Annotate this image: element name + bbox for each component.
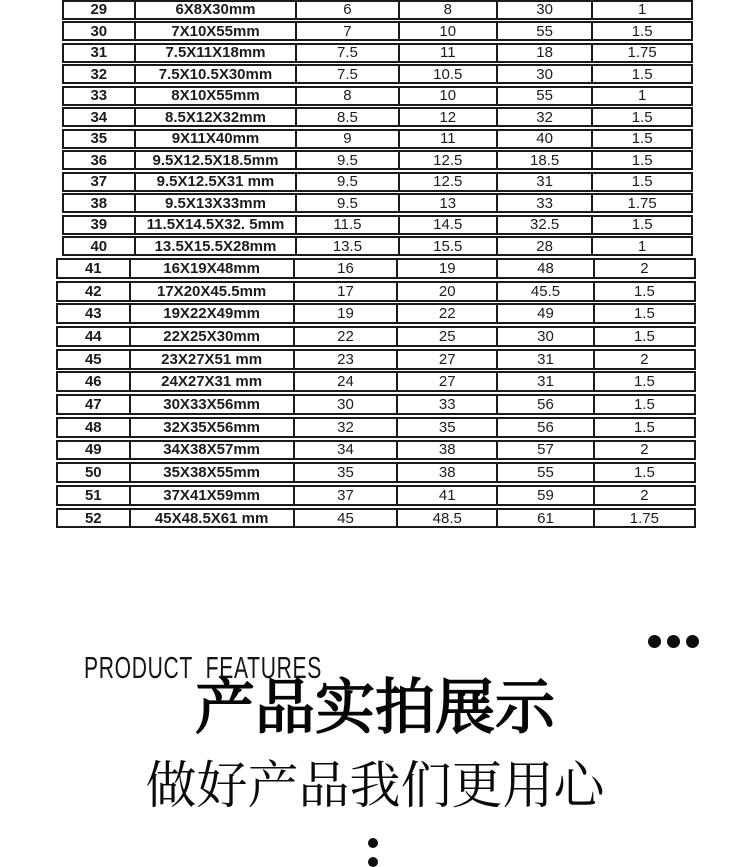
spec-table-row	[56, 440, 696, 461]
dim3-value-cell: 55	[496, 23, 591, 39]
thickness-value-cell: 1.5	[591, 217, 691, 233]
spec-table-row	[56, 462, 696, 483]
dim2-value-cell: 10	[398, 23, 496, 39]
dim1-value-cell: 9	[295, 131, 397, 147]
row-number-cell: 48	[84, 418, 102, 436]
thickness-value-cell: 1	[591, 88, 691, 104]
dim1-value-cell: 11.5	[295, 217, 397, 233]
row-number-cell: 38	[90, 195, 108, 212]
dim2-value-cell: 20	[396, 283, 496, 300]
dim2-value-cell: 25	[396, 328, 496, 345]
vertical-ellipsis-icon	[368, 838, 378, 867]
dim3-value-cell: 45.5	[496, 283, 593, 300]
spec-table-row	[62, 21, 693, 41]
dim2-value-cell: 27	[396, 373, 496, 390]
row-number-cell: 34	[90, 109, 108, 126]
thickness-value-cell: 1	[591, 2, 691, 18]
row-number-cell: 40	[90, 238, 108, 255]
thickness-value-cell: 1.5	[591, 174, 691, 190]
dim1-value-cell: 9.5	[295, 152, 397, 168]
dim2-value-cell: 22	[396, 305, 496, 322]
row-number-cell: 36	[90, 152, 108, 169]
dim2-value-cell: 33	[396, 396, 496, 413]
dim2-value-cell: 10.5	[398, 66, 496, 82]
thickness-value-cell: 1.75	[593, 510, 694, 527]
size-spec-cell: 7.5X11X18mm	[134, 45, 296, 61]
row-number-cell: 44	[84, 328, 102, 345]
dim2-value-cell: 8	[398, 2, 496, 18]
dim3-value-cell: 30	[496, 66, 591, 82]
size-spec-cell: 9.5X13X33mm	[134, 195, 296, 211]
dim3-value-cell: 61	[496, 510, 593, 527]
spec-table-row	[56, 417, 696, 438]
size-spec-cell: 8X10X55mm	[134, 88, 296, 104]
dim1-value-cell: 19	[293, 305, 397, 322]
spec-table-row	[56, 326, 696, 347]
dim2-value-cell: 48.5	[396, 510, 496, 527]
thickness-value-cell: 1.5	[591, 152, 691, 168]
spec-table-row	[62, 64, 693, 84]
dim3-value-cell: 28	[496, 238, 591, 254]
size-spec-cell: 9X11X40mm	[134, 131, 296, 147]
row-number-cell: 41	[84, 260, 102, 277]
spec-table-row	[62, 86, 693, 106]
size-spec-cell: 19X22X49mm	[129, 305, 293, 322]
row-number-cell: 31	[90, 44, 108, 61]
dim3-value-cell: 18.5	[496, 152, 591, 168]
spec-table-row	[56, 485, 696, 506]
size-spec-cell: 13.5X15.5X28mm	[134, 238, 296, 254]
size-spec-cell: 7.5X10.5X30mm	[134, 66, 296, 82]
size-spec-cell: 32X35X56mm	[129, 419, 293, 436]
row-number-cell: 46	[84, 373, 102, 391]
spec-table-lower	[56, 258, 696, 530]
thickness-value-cell: 1.5	[591, 66, 691, 82]
dim2-value-cell: 15.5	[398, 238, 496, 254]
dim2-value-cell: 13	[398, 195, 496, 211]
size-spec-cell: 16X19X48mm	[129, 260, 293, 277]
row-number-cell: 43	[84, 305, 102, 323]
dim2-value-cell: 11	[398, 131, 496, 147]
thickness-value-cell: 1.5	[591, 131, 691, 147]
spec-table-row	[62, 129, 693, 149]
dot-icon	[368, 838, 378, 848]
spec-table-row	[62, 43, 693, 63]
dim3-value-cell: 32	[496, 109, 591, 125]
dim1-value-cell: 22	[293, 328, 397, 345]
size-spec-cell: 23X27X51 mm	[129, 351, 293, 368]
dim2-value-cell: 27	[396, 351, 496, 368]
dim1-value-cell: 13.5	[295, 238, 397, 254]
dim3-value-cell: 56	[496, 419, 593, 436]
spec-table-row	[56, 394, 696, 415]
spec-table-upper	[62, 0, 693, 258]
dim1-value-cell: 7	[295, 23, 397, 39]
dim2-value-cell: 12.5	[398, 152, 496, 168]
dim1-value-cell: 23	[293, 351, 397, 368]
spec-table-row	[62, 107, 693, 127]
dim1-value-cell: 6	[295, 2, 397, 18]
size-spec-cell: 34X38X57mm	[129, 442, 293, 459]
dim2-value-cell: 12.5	[398, 174, 496, 190]
dim1-value-cell: 7.5	[295, 66, 397, 82]
thickness-value-cell: 2	[593, 260, 694, 277]
product-features-text: PRODUCT FEATURES	[84, 650, 323, 685]
thickness-value-cell: 1.5	[593, 396, 694, 413]
thickness-value-cell: 1.75	[591, 45, 691, 61]
spec-table-row	[56, 303, 696, 324]
thickness-value-cell: 1.5	[593, 373, 694, 390]
dim1-value-cell: 32	[293, 419, 397, 436]
thickness-value-cell: 1.5	[593, 305, 694, 322]
dim1-value-cell: 45	[293, 510, 397, 527]
size-spec-cell: 24X27X31 mm	[129, 373, 293, 390]
size-spec-cell: 37X41X59mm	[129, 487, 293, 504]
dim2-value-cell: 12	[398, 109, 496, 125]
dim3-value-cell: 49	[496, 305, 593, 322]
dim2-value-cell: 14.5	[398, 217, 496, 233]
spec-table-row	[62, 0, 693, 20]
dim3-value-cell: 30	[496, 2, 591, 18]
row-number-cell: 42	[84, 282, 102, 300]
size-spec-cell: 7X10X55mm	[134, 23, 296, 39]
dim3-value-cell: 31	[496, 351, 593, 368]
dim3-value-cell: 18	[496, 45, 591, 61]
section-subtitle: 做好产品我们更用心	[145, 757, 605, 814]
spec-table-row	[62, 215, 693, 235]
dim1-value-cell: 8.5	[295, 109, 397, 125]
dim3-value-cell: 48	[496, 260, 593, 277]
dim3-value-cell: 55	[496, 88, 591, 104]
dim3-value-cell: 55	[496, 464, 593, 481]
row-number-cell: 37	[90, 173, 108, 190]
dim3-value-cell: 31	[496, 373, 593, 390]
dot-icon	[686, 635, 699, 648]
row-number-cell: 30	[90, 23, 108, 40]
spec-table-row	[56, 508, 696, 529]
size-spec-cell: 9.5X12.5X18.5mm	[134, 152, 296, 168]
size-spec-cell: 11.5X14.5X32. 5mm	[134, 217, 296, 233]
dim1-value-cell: 24	[293, 373, 397, 390]
size-spec-cell: 9.5X12.5X31 mm	[134, 174, 296, 190]
dim1-value-cell: 35	[293, 464, 397, 481]
dim3-value-cell: 31	[496, 174, 591, 190]
size-spec-cell: 45X48.5X61 mm	[129, 510, 293, 527]
row-number-cell: 39	[90, 216, 108, 233]
dim2-value-cell: 38	[396, 464, 496, 481]
dim3-value-cell: 57	[496, 442, 593, 459]
dot-icon	[667, 635, 680, 648]
thickness-value-cell: 1.5	[591, 109, 691, 125]
dot-icon	[368, 857, 378, 867]
dim3-value-cell: 56	[496, 396, 593, 413]
spec-table-row	[56, 349, 696, 370]
row-number-cell: 52	[84, 509, 102, 527]
row-number-cell: 45	[84, 350, 102, 368]
dim2-value-cell: 10	[398, 88, 496, 104]
thickness-value-cell: 2	[593, 442, 694, 459]
spec-table-row	[62, 150, 693, 170]
row-number-cell: 29	[90, 2, 108, 18]
dim1-value-cell: 30	[293, 396, 397, 413]
section-title: 产品实拍展示	[195, 674, 555, 741]
dim1-value-cell: 9.5	[295, 174, 397, 190]
spec-table-row	[56, 281, 696, 302]
dim3-value-cell: 40	[496, 131, 591, 147]
dot-icon	[648, 635, 661, 648]
row-number-cell: 51	[84, 486, 102, 504]
horizontal-ellipsis-icon	[648, 635, 699, 648]
thickness-value-cell: 1.5	[593, 328, 694, 345]
thickness-value-cell: 1.5	[591, 23, 691, 39]
size-spec-cell: 35X38X55mm	[129, 464, 293, 481]
thickness-value-cell: 1.5	[593, 283, 694, 300]
size-spec-cell: 8.5X12X32mm	[134, 109, 296, 125]
spec-table-row	[62, 172, 693, 192]
dim1-value-cell: 34	[293, 442, 397, 459]
size-spec-cell: 6X8X30mm	[134, 2, 296, 18]
row-number-cell: 35	[90, 130, 108, 147]
size-spec-cell: 17X20X45.5mm	[129, 283, 293, 300]
row-number-cell: 47	[84, 396, 102, 414]
thickness-value-cell: 1	[591, 238, 691, 254]
spec-table-row	[56, 371, 696, 392]
row-number-cell: 32	[90, 66, 108, 83]
row-number-cell: 49	[84, 441, 102, 459]
dim1-value-cell: 7.5	[295, 45, 397, 61]
spec-table-row	[62, 193, 693, 213]
thickness-value-cell: 1.75	[591, 195, 691, 211]
dim1-value-cell: 9.5	[295, 195, 397, 211]
dim3-value-cell: 30	[496, 328, 593, 345]
dim3-value-cell: 32.5	[496, 217, 591, 233]
thickness-value-cell: 2	[593, 487, 694, 504]
dim1-value-cell: 8	[295, 88, 397, 104]
dim2-value-cell: 38	[396, 442, 496, 459]
row-number-cell: 33	[90, 87, 108, 104]
spec-table-row	[62, 236, 693, 256]
dim1-value-cell: 17	[293, 283, 397, 300]
thickness-value-cell: 1.5	[593, 419, 694, 436]
dim2-value-cell: 19	[396, 260, 496, 277]
size-spec-cell: 30X33X56mm	[129, 396, 293, 413]
row-number-cell: 50	[84, 464, 102, 482]
dim2-value-cell: 41	[396, 487, 496, 504]
dim3-value-cell: 33	[496, 195, 591, 211]
dim2-value-cell: 11	[398, 45, 496, 61]
dim1-value-cell: 16	[293, 260, 397, 277]
size-spec-cell: 22X25X30mm	[129, 328, 293, 345]
thickness-value-cell: 2	[593, 351, 694, 368]
thickness-value-cell: 1.5	[593, 464, 694, 481]
spec-table-row	[56, 258, 696, 279]
dim3-value-cell: 59	[496, 487, 593, 504]
dim2-value-cell: 35	[396, 419, 496, 436]
dim1-value-cell: 37	[293, 487, 397, 504]
